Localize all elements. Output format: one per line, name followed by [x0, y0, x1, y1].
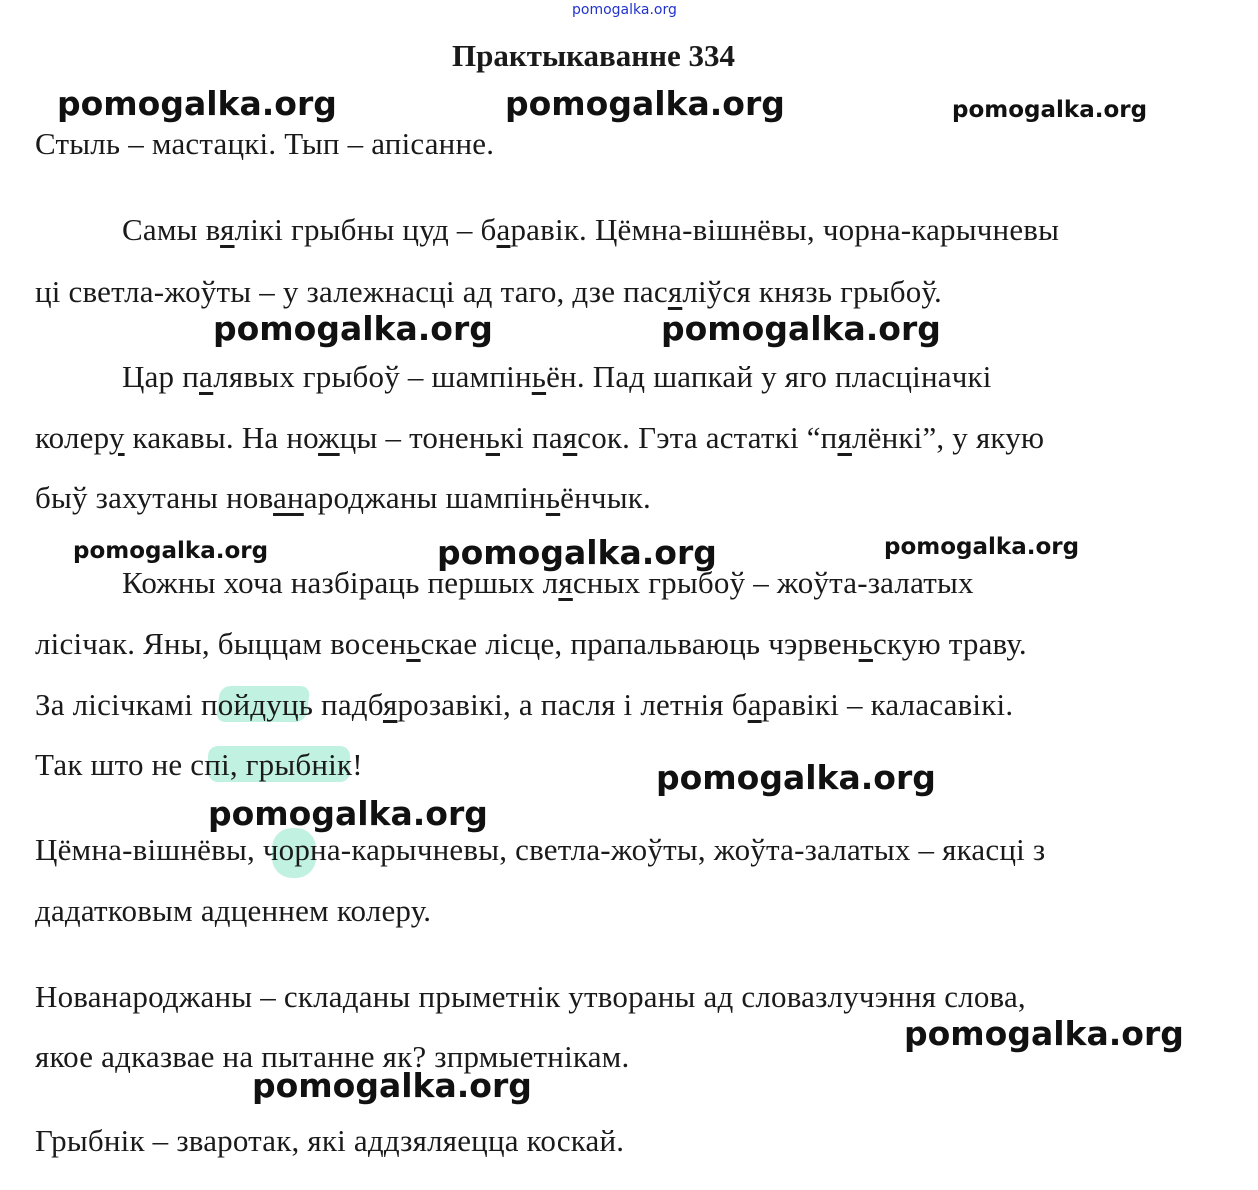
- note-1-line-2: дадатковым адценнем колеру.: [35, 893, 432, 928]
- watermark: pomogalka.org: [208, 794, 488, 833]
- exercise-title: Практыкаванне 334: [452, 38, 736, 73]
- watermark: pomogalka.org: [656, 758, 936, 797]
- watermark: pomogalka.org: [505, 84, 785, 123]
- watermark: pomogalka.org: [904, 1014, 1184, 1053]
- watermark: pomogalka.org: [252, 1066, 532, 1105]
- watermark: pomogalka.org: [884, 534, 1080, 560]
- paragraph-1-line-1: Самы вялікі грыбны цуд – баравік. Цёмна-вішнёвы, чорна-карычневы: [122, 212, 1060, 247]
- paragraph-2-line-1: Цар палявых грыбоў – шампіньён. Пад шапкай у яго пласцінaчкі: [122, 359, 992, 394]
- paragraph-2-line-2: колеру какавы. На ножцы – тоненькі паясок. Гэта астаткі “пялёнкі”, у якую: [35, 420, 1045, 455]
- watermark: pomogalka.org: [437, 533, 717, 572]
- paragraph-2-line-3: быў захутаны нованароджаны шампіньёнчык.: [35, 480, 651, 515]
- watermark: pomogalka.org: [73, 538, 269, 564]
- paragraph-1-line-2: ці светла-жоўты – у залежнасці ад таго, дзе пасяліўся князь грыбоў.: [35, 274, 942, 309]
- note-2-line-1: Нованароджаны – складаны прыметнік утвораны ад словазлучэння слова,: [35, 979, 1026, 1014]
- watermark: pomogalka.org: [661, 309, 941, 348]
- style-line: Стыль – мастацкі. Тып – апісанне.: [35, 126, 495, 161]
- watermark: pomogalka.org: [213, 309, 493, 348]
- note-3: Грыбнік – зваротак, які аддзяляецца коскай.: [35, 1123, 625, 1158]
- paragraph-3-line-4: Так што не спі, грыбнік!: [35, 747, 363, 782]
- watermark: pomogalka.org: [572, 2, 677, 18]
- paragraph-3-line-2: лісічак. Яны, быццам восеньскае лісце, прапальваюць чэрвеньскую траву.: [35, 626, 1027, 661]
- paragraph-3-line-3: За лісічкамі пойдуць падбярозавікі, а пасля і летнія баравікі – каласавікі.: [35, 687, 1014, 722]
- note-1-line-1: Цёмна-вішнёвы, чорна-карычневы, светла-жоўты, жоўта-залатых – якасці з: [35, 832, 1046, 867]
- watermark: pomogalka.org: [952, 97, 1148, 123]
- watermark: pomogalka.org: [57, 84, 337, 123]
- note-2-line-2: якое адказвае на пытанне як? зпрмыетнікам.: [35, 1039, 630, 1074]
- paragraph-3-line-1: Кожны хоча назбіраць першых лясных грыбоў – жоўта-залатых: [122, 565, 974, 600]
